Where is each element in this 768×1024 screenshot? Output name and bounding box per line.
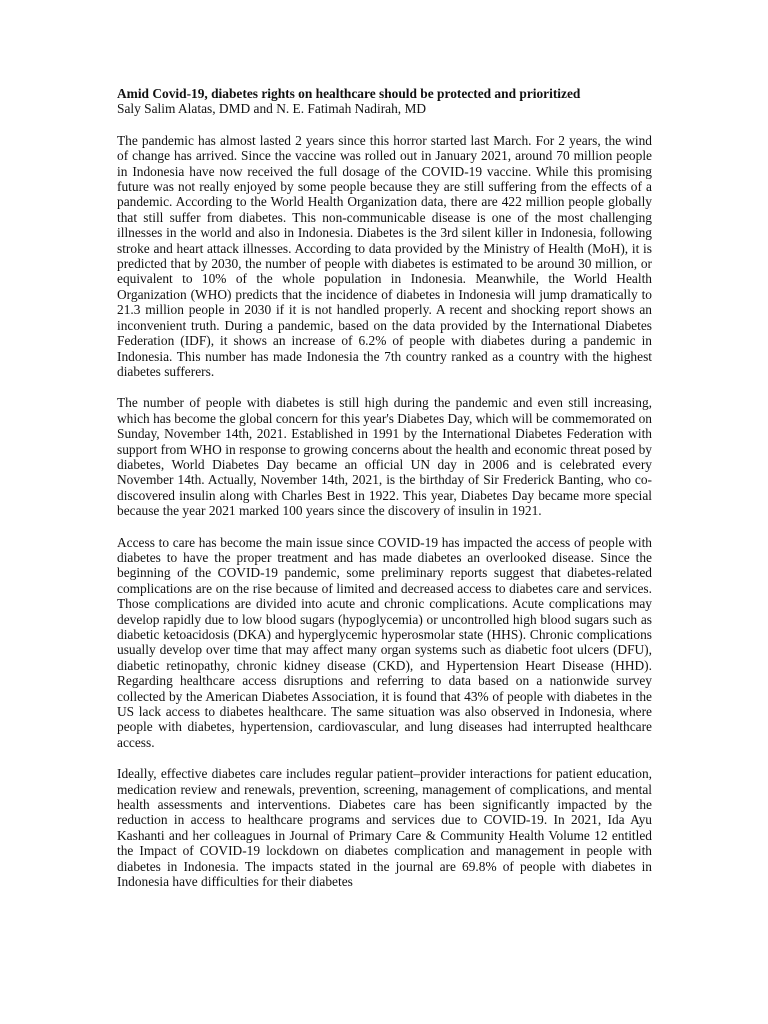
paragraph-4: Ideally, effective diabetes care includes regular patient–provider interactions for patient education, medication review and renewals, prevention, screening, management of complications, and mental health assessments and interventions. Diabetes care has been significantly impacted by the reduction in access to healthcare programs and services due to COVID-19. In 2021, Ida Ayu Kashanti and her colleagues in Journal of Primary Care & Community Health Volume 12 entitled the Impact of COVID-19 lockdown on diabetes complication and management in people with diabetes in Indonesia. The impacts stated in the journal are 69.8% of people with diabetes in Indonesia have difficulties for their diabetes: [117, 766, 652, 890]
document-page: [117, 86, 652, 906]
paragraph-3: Access to care has become the main issue since COVID-19 has impacted the access of people with diabetes to have the proper treatment and has made diabetes an overlooked disease. Since the beginning of the COVID-19 pandemic, some preliminary reports suggest that diabetes-related complications are on the rise because of limited and decreased access to diabetes care and services. Those complications are divided into acute and chronic complications. Acute complications may develop rapidly due to low blood sugars (hypoglycemia) or uncontrolled high blood sugars such as diabetic ketoacidosis (DKA) and hyperglycemic hyperosmolar state (HHS). Chronic complications usually develop over time that may affect many organ systems such as diabetic foot ulcers (DFU), diabetic retinopathy, chronic kidney disease (CKD), and Hypertension Heart Disease (HHD). Regarding healthcare access disruptions and referring to data based on a nationwide survey collected by the American Diabetes Association, it is found that 43% of people with diabetes in the US lack access to diabetes healthcare. The same situation was also observed in Indonesia, where people with diabetes, hypertension, cardiovascular, and lung diseases had interrupted healthcare access.: [117, 534, 652, 750]
article-title: Amid Covid-19, diabetes rights on healthcare should be protected and prioritized: [117, 86, 581, 101]
article-authors: Saly Salim Alatas, DMD and N. E. Fatimah Nadirah, MD: [117, 101, 427, 117]
paragraph-1: The pandemic has almost lasted 2 years since this horror started last March. For 2 years, the wind of change has arrived. Since the vaccine was rolled out in January 2021, around 70 million people in Indonesia have now received the full dosage of the COVID-19 vaccine. While this promising future was not really enjoyed by some people because they are still suffering from the effects of a pandemic. According to the World Health Organization data, there are 422 million people globally that still suffer from diabetes. This non-communicable disease is one of the most challenging illnesses in the world and also in Indonesia. Diabetes is the 3rd silent killer in Indonesia, following stroke and heart attack illnesses. According to data provided by the Ministry of Health (MoH), it is predicted that by 2030, the number of people with diabetes is estimated to be around 30 million, or equivalent to 10% of the whole population in Indonesia. Meanwhile, the World Health Organization (WHO) predicts that the incidence of diabetes in Indonesia will jump dramatically to 21.3 million people in 2030 if it is not handled properly. A recent and shocking report shows an inconvenient truth. During a pandemic, based on the data provided by the International Diabetes Federation (IDF), it shows an increase of 6.2% of people with diabetes during a pandemic in Indonesia. This number has made Indonesia the 7th country ranked as a country with the highest diabetes sufferers.: [117, 132, 652, 379]
paragraph-2: The number of people with diabetes is still high during the pandemic and even still increasing, which has become the global concern for this year's Diabetes Day, which will be commemorated on Sunday, November 14th, 2021. Established in 1991 by the International Diabetes Federation with support from WHO in response to growing concerns about the health and economic threat posed by diabetes, World Diabetes Day became an official UN day in 2006 and is celebrated every November 14th. Actually, November 14th, 2021, is the birthday of Sir Frederick Banting, who co-discovered insulin along with Charles Best in 1922. This year, Diabetes Day became more special because the year 2021 marked 100 years since the discovery of insulin in 1921.: [117, 395, 652, 519]
